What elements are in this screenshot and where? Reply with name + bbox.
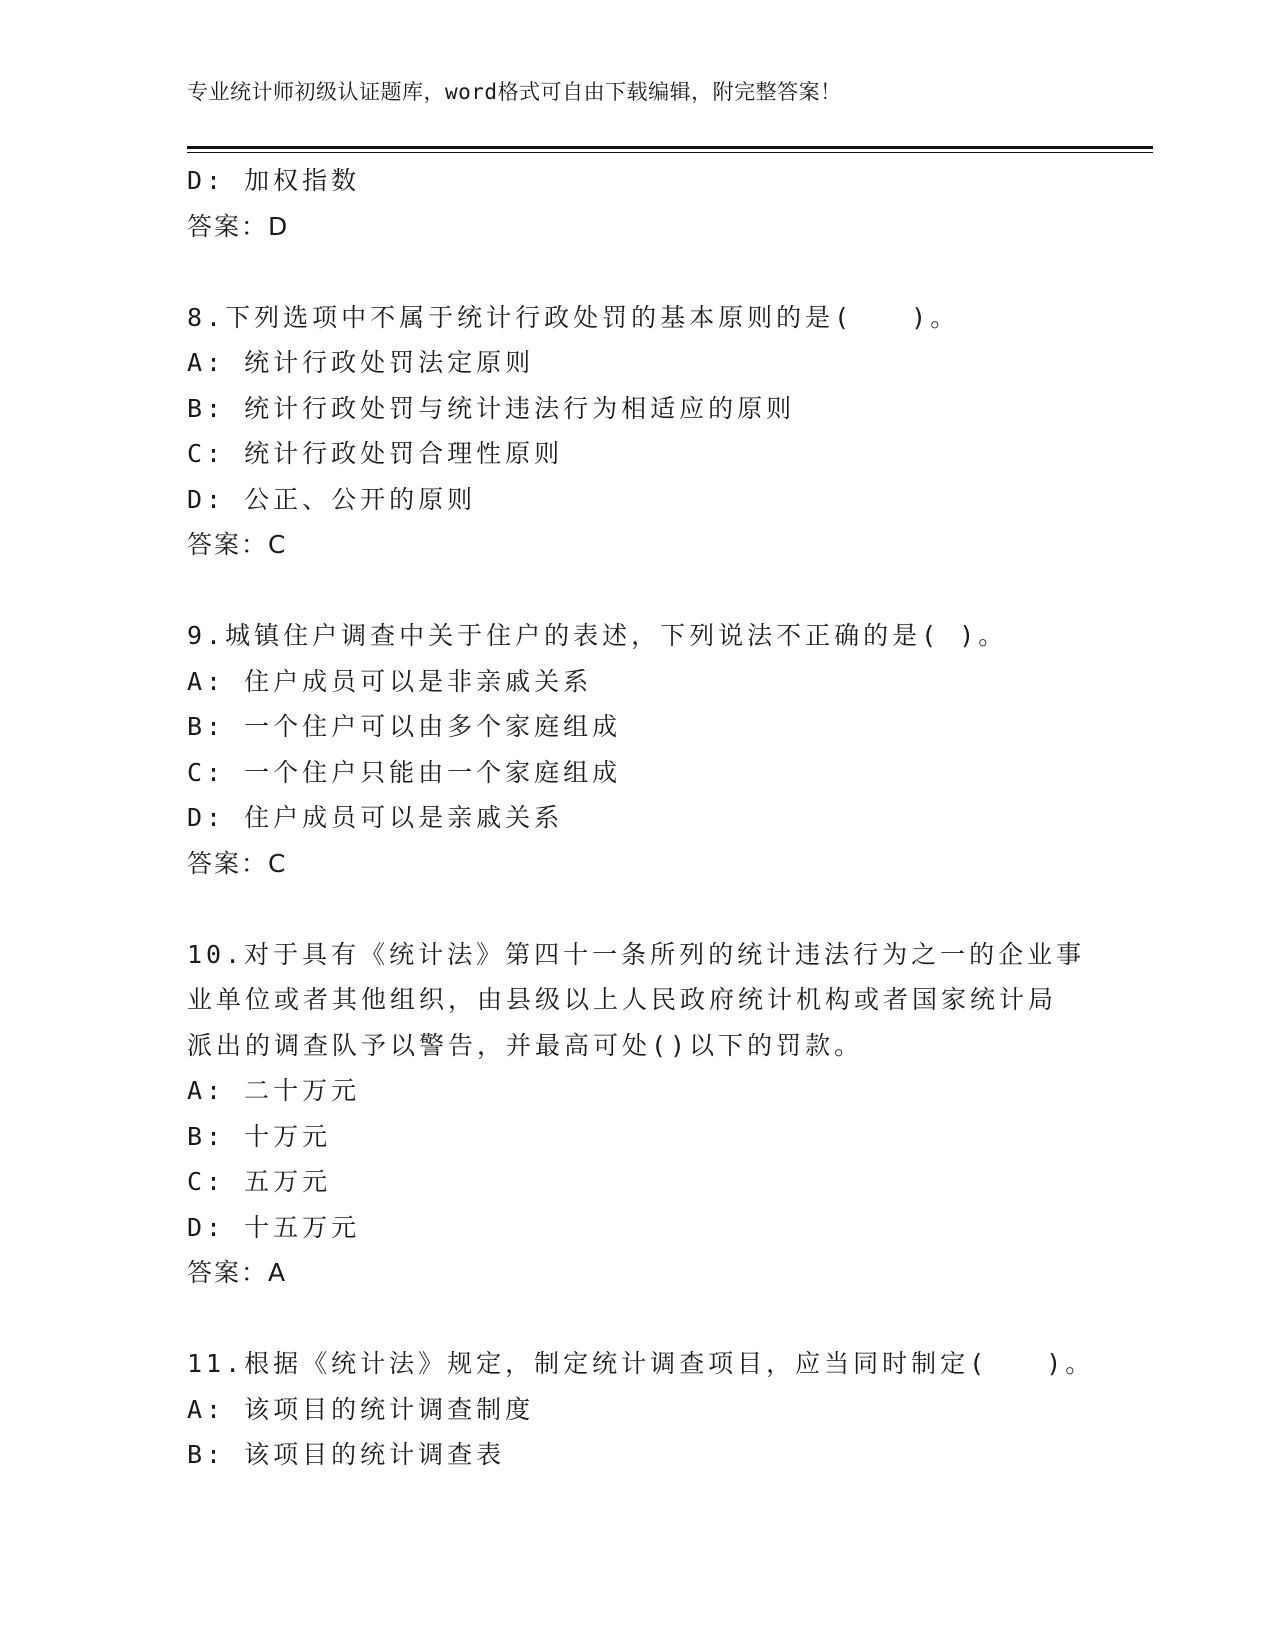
option-a: A: 住户成员可以是非亲戚关系 (187, 666, 593, 696)
option-b: B: 该项目的统计调查表 (187, 1440, 506, 1469)
option-a: A: 统计行政处罚法定原则 (187, 348, 535, 377)
option-c: C: 统计行政处罚合理性原则 (187, 439, 564, 468)
question-stem-8: 8.下列选项中不属于统计行政处罚的基本原则的是( )。 (187, 302, 960, 332)
option-d: D: 公正、公开的原则 (187, 484, 477, 514)
answer-line: 答案：C (187, 848, 288, 878)
answer-line: 答案：D (187, 211, 290, 241)
question-stem-9: 9.城镇住户调查中关于住户的表述，下列说法不正确的是( )。 (187, 621, 1008, 650)
option-b: B: 十万元 (187, 1121, 332, 1151)
answer-line: 答案：C (187, 530, 288, 559)
header-rule-thick (187, 146, 1153, 149)
page-header-title: 专业统计师初级认证题库，word格式可自由下载编辑，附完整答案！ (187, 80, 842, 104)
option-c: C: 一个住户只能由一个家庭组成 (187, 757, 622, 787)
spacer (187, 1296, 1087, 1342)
question-content (187, 158, 1095, 1478)
option-a: A: 该项目的统计调查制度 (187, 1394, 535, 1424)
spacer (187, 249, 1087, 295)
header-rule-thin (187, 152, 1153, 153)
option-c: C: 五万元 (187, 1167, 332, 1196)
question-stem-11: 11.根据《统计法》规定，制定统计调查项目，应当同时制定( )。 (187, 1349, 1095, 1378)
answer-line: 答案：A (187, 1258, 288, 1287)
option-a: A: 二十万元 (187, 1076, 361, 1105)
question-stem-10-line-1: 10.对于具有《统计法》第四十一条所列的统计违法行为之一的企业事 (187, 939, 1086, 969)
spacer (187, 568, 1087, 614)
option-b: B: 统计行政处罚与统计违法行为相适应的原则 (187, 393, 796, 423)
question-stem-10-line-3: 派出的调查队予以警告，并最高可处()以下的罚款。 (187, 1030, 864, 1060)
spacer (187, 886, 1087, 932)
question-stem-10-line-2: 业单位或者其他组织，由县级以上人民政府统计机构或者国家统计局 (187, 985, 1058, 1014)
option-d: D: 十五万元 (187, 1212, 361, 1242)
option-b: B: 一个住户可以由多个家庭组成 (187, 712, 622, 741)
option-d: D: 住户成员可以是亲戚关系 (187, 803, 564, 832)
option-d: D: 加权指数 (187, 166, 361, 195)
